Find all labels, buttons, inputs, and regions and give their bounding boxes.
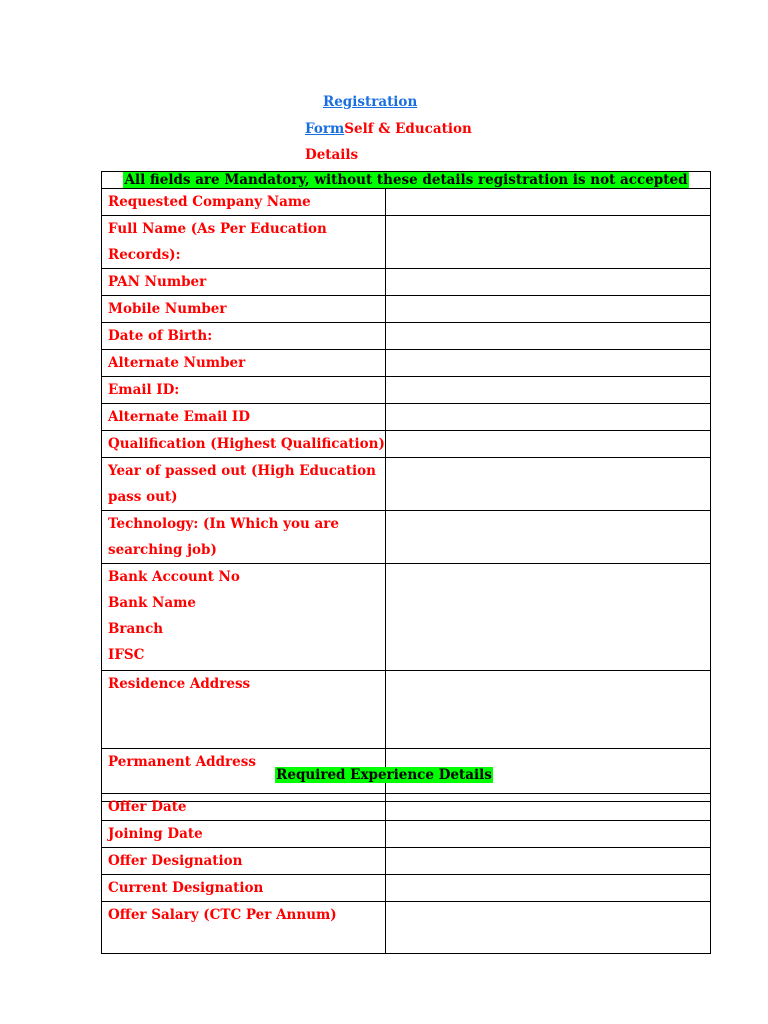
field-label: Full Name (As Per Education Records): bbox=[102, 216, 386, 269]
table-row bbox=[102, 671, 711, 749]
current-designation-field[interactable] bbox=[386, 875, 711, 902]
field-label: Requested Company Name bbox=[102, 189, 386, 216]
table-row bbox=[102, 848, 711, 875]
table-row bbox=[102, 216, 711, 269]
email-id-field[interactable] bbox=[386, 377, 711, 404]
table-row bbox=[102, 377, 711, 404]
field-label: Current Designation bbox=[102, 875, 386, 902]
details-title: Details bbox=[305, 147, 359, 163]
offer-designation-field[interactable] bbox=[386, 848, 711, 875]
personal-details-table bbox=[101, 171, 711, 802]
field-label: Date of Birth: bbox=[102, 323, 386, 350]
alternate-number-field[interactable] bbox=[386, 350, 711, 377]
technology-field[interactable] bbox=[386, 511, 711, 564]
year-passed-out-field[interactable] bbox=[386, 458, 711, 511]
table-row bbox=[102, 404, 711, 431]
form-title-text: Self & Education bbox=[344, 121, 472, 137]
table-row bbox=[102, 350, 711, 377]
field-label: Bank Account No bbox=[108, 569, 240, 585]
field-label: Offer Salary (CTC Per Annum) bbox=[102, 902, 386, 954]
bank-details-labels bbox=[102, 564, 386, 671]
field-label: IFSC bbox=[108, 647, 145, 663]
field-label: Joining Date bbox=[102, 821, 386, 848]
form-link[interactable]: Form bbox=[305, 121, 345, 137]
full-name-field[interactable] bbox=[386, 216, 711, 269]
offer-salary-field[interactable] bbox=[386, 902, 711, 954]
registration-title-link[interactable]: Registration bbox=[323, 94, 418, 110]
field-label: Branch bbox=[108, 621, 164, 637]
table-row bbox=[102, 296, 711, 323]
table-row bbox=[102, 323, 711, 350]
requested-company-name-field[interactable] bbox=[386, 189, 711, 216]
field-label: Permanent Address bbox=[102, 749, 386, 802]
table-row bbox=[102, 794, 711, 821]
experience-heading-text: Required Experience Details bbox=[276, 767, 492, 783]
field-label: Residence Address bbox=[102, 671, 386, 749]
banner-cell bbox=[102, 172, 711, 189]
field-label: Year of passed out (High Education pass out) bbox=[102, 458, 386, 511]
form-title-line bbox=[305, 120, 472, 138]
table-row bbox=[102, 511, 711, 564]
bank-details-field[interactable] bbox=[386, 564, 711, 671]
field-label: Bank Name bbox=[108, 595, 196, 611]
mandatory-banner: All fields are Mandatory, without these details registration is not accepted bbox=[124, 172, 688, 188]
field-label: Offer Date bbox=[102, 794, 386, 821]
field-label: Qualification (Highest Qualification) bbox=[102, 431, 386, 458]
mobile-number-field[interactable] bbox=[386, 296, 711, 323]
table-row bbox=[102, 902, 711, 954]
table-row bbox=[102, 458, 711, 511]
field-label: Alternate Email ID bbox=[102, 404, 386, 431]
field-label: Offer Designation bbox=[102, 848, 386, 875]
offer-date-field[interactable] bbox=[386, 794, 711, 821]
table-row bbox=[102, 875, 711, 902]
banner-row bbox=[102, 172, 711, 189]
date-of-birth-field[interactable] bbox=[386, 323, 711, 350]
experience-heading bbox=[0, 766, 768, 784]
field-label: Mobile Number bbox=[102, 296, 386, 323]
field-label: Technology: (In Which you are searching job) bbox=[102, 511, 386, 564]
table-row bbox=[102, 821, 711, 848]
field-label: PAN Number bbox=[102, 269, 386, 296]
field-label: Email ID: bbox=[102, 377, 386, 404]
alternate-email-id-field[interactable] bbox=[386, 404, 711, 431]
table-row bbox=[102, 269, 711, 296]
field-label: Alternate Number bbox=[102, 350, 386, 377]
joining-date-field[interactable] bbox=[386, 821, 711, 848]
table-row bbox=[102, 189, 711, 216]
pan-number-field[interactable] bbox=[386, 269, 711, 296]
qualification-field[interactable] bbox=[386, 431, 711, 458]
table-row bbox=[102, 431, 711, 458]
residence-address-field[interactable] bbox=[386, 671, 711, 749]
table-row bbox=[102, 564, 711, 671]
experience-details-table bbox=[101, 793, 711, 954]
